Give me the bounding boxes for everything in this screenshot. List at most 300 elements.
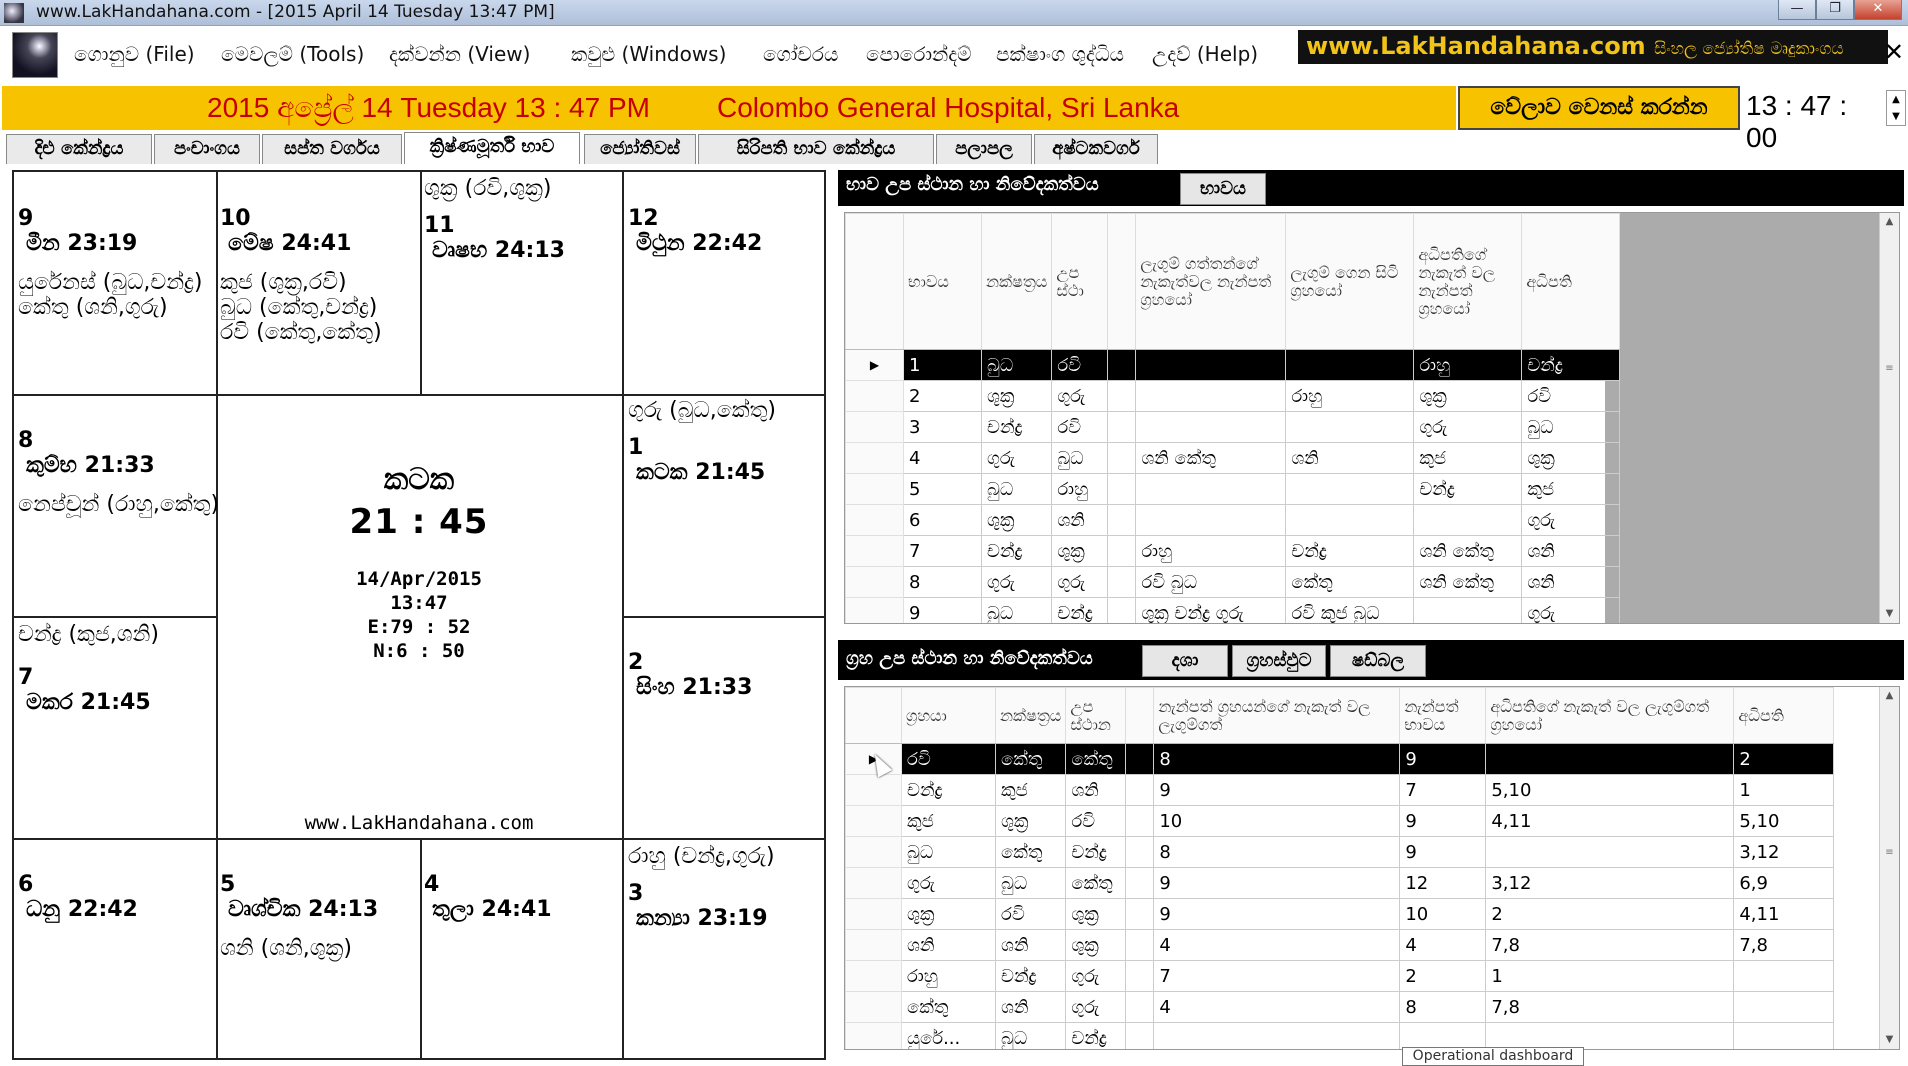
view-tabs [0, 132, 1908, 164]
column-header[interactable]: අධිපති [1522, 214, 1620, 350]
table-cell[interactable]: ශනි [996, 992, 1066, 1023]
table-cell[interactable]: 4 [1154, 992, 1400, 1023]
row-header[interactable] [846, 899, 902, 930]
table-cell[interactable]: බුධ [996, 868, 1066, 899]
table-cell[interactable]: ගුරු [1522, 505, 1620, 536]
divider [622, 616, 824, 618]
table-cell[interactable]: 4 [904, 443, 982, 474]
window-title: www.LakHandahana.com - [2015 April 14 Tuesday 13:47 PM] [36, 2, 555, 22]
planet-entry: යුරේනස් (බුධ,චන්ද්‍ර) [18, 270, 203, 295]
table-cell[interactable]: බුධ [1522, 412, 1620, 443]
table-row[interactable] [846, 806, 1834, 837]
house-sign: මේෂ 24:41 [228, 231, 352, 256]
lower-panel-header [838, 640, 1904, 680]
menu-view[interactable]: දක්වන්න (View) [389, 42, 531, 66]
table-row[interactable] [846, 443, 1620, 474]
table-row[interactable] [846, 412, 1620, 443]
table-row[interactable] [846, 381, 1620, 412]
table-row[interactable] [846, 868, 1834, 899]
table-cell[interactable]: 2 [904, 381, 982, 412]
table-cell[interactable] [1136, 505, 1286, 536]
table-cell[interactable]: යුරේ... [902, 1023, 996, 1051]
column-header[interactable]: නැන්පත් භාවය [1400, 688, 1486, 744]
table-cell[interactable]: රවි බුධ [1136, 567, 1286, 598]
table-cell[interactable]: රවි කුජ බුධ [1286, 598, 1414, 625]
table-row[interactable] [846, 536, 1620, 567]
window-controls [1778, 0, 1902, 20]
table-cell[interactable]: 4,11 [1734, 899, 1834, 930]
table-row[interactable] [846, 992, 1834, 1023]
house-4[interactable] [424, 872, 552, 922]
upper-panel-title: භාව උප ස්ථාන හා නිවේදකත්වය [846, 174, 1099, 195]
row-header[interactable] [846, 992, 902, 1023]
house-number: 9 [18, 206, 34, 231]
column-header[interactable]: නක්ෂත්‍රය [982, 214, 1052, 350]
tab-ashtakavarga[interactable]: අෂ්ටකවර්ග [1034, 134, 1158, 164]
app-logo [12, 32, 58, 78]
column-header[interactable]: උප ස්ථා [1052, 214, 1108, 350]
row-header[interactable] [846, 598, 904, 625]
table-cell[interactable]: 9 [1400, 744, 1486, 775]
table-cell[interactable]: කේතු [1066, 744, 1126, 775]
column-header[interactable] [1126, 688, 1154, 744]
table-cell[interactable] [1136, 412, 1286, 443]
table-cell[interactable]: රවි [1052, 350, 1108, 381]
tab-siripathi[interactable]: සිරිපති භාව කේන්ද්‍රය [698, 134, 934, 164]
table-cell[interactable] [1126, 837, 1154, 868]
table-row[interactable] [846, 1023, 1834, 1051]
house-10[interactable] [220, 206, 382, 345]
table-cell[interactable]: චන්ද්‍ර [1066, 1023, 1126, 1051]
table-cell[interactable]: ශුක්‍ර [1066, 899, 1126, 930]
table-cell[interactable]: 9 [1400, 837, 1486, 868]
table-cell[interactable]: කුජ [1522, 474, 1620, 505]
table-cell[interactable]: චන්ද්‍ර [1052, 598, 1108, 625]
table-cell[interactable]: ශුක්‍ර [1066, 930, 1126, 961]
table-cell[interactable]: ශුක්‍ර චන්ද්‍ර ගුරු [1136, 598, 1286, 625]
table-cell[interactable] [1108, 567, 1136, 598]
table-cell[interactable]: ගුරු [982, 443, 1052, 474]
table-cell[interactable]: රාහු [902, 961, 996, 992]
table-cell[interactable]: රවි [1052, 412, 1108, 443]
table-cell[interactable]: චන්ද්‍ර [982, 412, 1052, 443]
table-cell[interactable]: බුධ [982, 350, 1052, 381]
planet-entry: ශුක්‍ර (රවි,ශුක්‍ර) [424, 176, 552, 201]
column-header[interactable]: ලැගුම් ගෙන සිටි ග්‍රහයෝ [1286, 214, 1414, 350]
table-cell[interactable] [1414, 598, 1522, 625]
table-cell[interactable]: බුධ [982, 598, 1052, 625]
table-cell[interactable] [1108, 350, 1136, 381]
table-cell[interactable] [1126, 899, 1154, 930]
table-cell[interactable]: ශුක්‍ර [1414, 381, 1522, 412]
table-cell[interactable]: බුධ [1052, 443, 1108, 474]
tab-dasha[interactable]: දශා [1142, 645, 1228, 677]
table-cell[interactable]: ගුරු [1522, 598, 1620, 625]
current-row-arrow-icon[interactable]: ▶ [846, 350, 904, 381]
table-cell[interactable]: චන්ද්‍ර [1522, 350, 1620, 381]
scroll-grip-icon[interactable]: ≡ [1885, 363, 1894, 374]
house-sign: වෘෂභ 24:13 [432, 238, 565, 263]
house-number: 8 [18, 428, 34, 453]
house-sign: මිථුන 22:42 [636, 231, 763, 256]
table-cell[interactable] [1136, 350, 1286, 381]
row-header[interactable] [846, 412, 904, 443]
table-cell[interactable] [1108, 536, 1136, 567]
row-header[interactable] [846, 567, 904, 598]
table-cell[interactable]: ශුක්‍ර [982, 505, 1052, 536]
table-cell[interactable] [1154, 1023, 1400, 1051]
table-cell[interactable]: 1 [904, 350, 982, 381]
table-cell[interactable] [1126, 744, 1154, 775]
table-cell[interactable]: 7 [904, 536, 982, 567]
table-cell[interactable]: 9 [1154, 775, 1400, 806]
table-cell[interactable]: 8 [1400, 992, 1486, 1023]
table-cell[interactable]: ශනි [1066, 775, 1126, 806]
table-cell[interactable]: 6,9 [1734, 868, 1834, 899]
divider [14, 394, 824, 396]
close-button[interactable]: ✕ [1854, 0, 1902, 20]
graha-grid[interactable] [844, 686, 1900, 1050]
house-number: 6 [18, 872, 34, 897]
tab-bhava[interactable]: භාවය [1180, 173, 1266, 205]
tab-krishnamurthi-bhava[interactable]: ක්‍රිෂ්ණමූර්ති භාව [404, 132, 580, 164]
table-cell[interactable]: බුධ [996, 1023, 1066, 1051]
table-cell[interactable] [1108, 381, 1136, 412]
column-header[interactable]: භාවය [904, 214, 982, 350]
table-cell[interactable] [1108, 412, 1136, 443]
table-cell[interactable]: 2 [1400, 961, 1486, 992]
table-cell[interactable]: 5,10 [1486, 775, 1734, 806]
table-row[interactable] [846, 837, 1834, 868]
table-cell[interactable] [1108, 474, 1136, 505]
table-cell[interactable]: ගුරු [902, 868, 996, 899]
house-11[interactable] [424, 176, 565, 263]
column-header[interactable]: නැන්පත් ග්‍රහයන්ගේ නැකැත් වල ලැගුම්ගත් [1154, 688, 1400, 744]
table-cell[interactable]: ගුරු [1066, 961, 1126, 992]
row-header[interactable] [846, 868, 902, 899]
divider [420, 838, 422, 1058]
table-cell[interactable]: 8 [1154, 837, 1400, 868]
column-header[interactable]: අධිපතිගේ නැකැත් වල ලැගුම්ගත් ග්‍රහයෝ [1486, 688, 1734, 744]
table-cell[interactable]: ශනි [1286, 443, 1414, 474]
row-header[interactable] [846, 443, 904, 474]
time-input[interactable]: 13 : 47 : 00 [1744, 90, 1884, 126]
table-cell[interactable]: 9 [1154, 868, 1400, 899]
table-cell[interactable] [1136, 381, 1286, 412]
column-header[interactable]: ලැගුම් ගත්තන්ගේ නැකැත්වල නැන්පත් ග්‍රහයෝ [1136, 214, 1286, 350]
table-cell[interactable] [1136, 474, 1286, 505]
mdi-close-icon[interactable]: ✕ [1883, 38, 1904, 66]
row-header[interactable] [846, 536, 904, 567]
chart-date: 2015 අප්‍රේල් 14 Tuesday 13 : 47 PM [207, 92, 650, 123]
column-header[interactable]: අධිපති [1734, 688, 1834, 744]
table-cell[interactable] [1286, 412, 1414, 443]
table-cell[interactable]: චන්ද්‍ර [1066, 837, 1126, 868]
table-row[interactable] [846, 930, 1834, 961]
table-cell[interactable]: 7 [1400, 775, 1486, 806]
table-cell[interactable] [1286, 474, 1414, 505]
table-cell[interactable] [1108, 598, 1136, 625]
row-header[interactable] [846, 1023, 902, 1051]
current-row-arrow-icon[interactable]: ▶ [846, 744, 902, 775]
house-number: 12 [628, 206, 659, 231]
table-cell[interactable]: කුජ [902, 806, 996, 837]
table-row[interactable] [846, 474, 1620, 505]
maximize-button[interactable]: ❐ [1816, 0, 1854, 20]
planet-entry: රාහු (චන්ද්‍ර,ගුරු) [628, 844, 775, 869]
menu-help[interactable]: උදව් (Help) [1152, 42, 1259, 66]
table-cell[interactable]: 7,8 [1486, 930, 1734, 961]
table-cell[interactable] [1126, 961, 1154, 992]
tab-saptha-vargaya[interactable]: සප්ත වර්ගය [262, 134, 402, 164]
table-cell[interactable] [1108, 505, 1136, 536]
menu-paksanga[interactable]: පක්ෂාංග ශුද්ධිය [996, 42, 1125, 66]
brand-tagline: සිංහල ජ්‍යෝතිෂ මෘදුකාංගය [1654, 39, 1844, 59]
row-header[interactable] [846, 381, 904, 412]
table-cell[interactable]: 12 [1400, 868, 1486, 899]
latitude: N:6 : 50 [373, 640, 465, 662]
house-sign: කටක 21:45 [636, 460, 766, 485]
table-cell[interactable]: ශනි [1522, 567, 1620, 598]
longitude: E:79 : 52 [367, 616, 471, 638]
row-header[interactable] [846, 505, 904, 536]
table-cell[interactable]: කේතු [902, 992, 996, 1023]
tab-panchanga[interactable]: පංචාංගය [154, 134, 260, 164]
table-cell[interactable]: 1 [1734, 775, 1834, 806]
table-cell[interactable] [1126, 992, 1154, 1023]
table-cell[interactable]: ශුක්‍ර [996, 806, 1066, 837]
house-number: 10 [220, 206, 251, 231]
menu-windows[interactable]: කවුළු (Windows) [571, 42, 727, 66]
date-banner [2, 86, 1456, 130]
table-cell[interactable] [1126, 806, 1154, 837]
table-cell[interactable]: ශුක්‍ර [1052, 536, 1108, 567]
table-cell[interactable] [1486, 837, 1734, 868]
table-cell[interactable]: 4 [1400, 930, 1486, 961]
scroll-down-icon[interactable]: ▼ [1885, 608, 1894, 619]
table-cell[interactable]: චන්ද්‍ර [1414, 474, 1522, 505]
table-cell[interactable]: 1 [1486, 961, 1734, 992]
table-row[interactable] [846, 350, 1620, 381]
table-cell[interactable]: ශනි [1522, 536, 1620, 567]
table-cell[interactable]: 4,11 [1486, 806, 1734, 837]
table-cell[interactable]: 8 [904, 567, 982, 598]
column-header[interactable]: ග්‍රහයා [902, 688, 996, 744]
column-header[interactable]: උප ස්ථාන [1066, 688, 1126, 744]
table-cell[interactable]: 5 [904, 474, 982, 505]
table-cell[interactable]: 3,12 [1486, 868, 1734, 899]
table-cell[interactable]: 2 [1734, 744, 1834, 775]
lower-scrollbar[interactable] [1879, 687, 1899, 1049]
table-cell[interactable]: 9 [1400, 806, 1486, 837]
row-header[interactable] [846, 806, 902, 837]
change-time-button[interactable]: වේලාව වෙනස් කරන්න [1458, 86, 1740, 130]
table-cell[interactable]: 3 [904, 412, 982, 443]
table-row[interactable] [846, 961, 1834, 992]
house-9[interactable] [18, 206, 202, 320]
table-cell[interactable] [1400, 1023, 1486, 1051]
column-header[interactable]: නක්ෂත්‍රය [996, 688, 1066, 744]
table-cell[interactable]: කේතු [1286, 567, 1414, 598]
table-cell[interactable]: රාහු [1286, 381, 1414, 412]
divider [216, 172, 218, 1058]
table-cell[interactable]: චන්ද්‍ර [1286, 536, 1414, 567]
table-cell[interactable]: ගුරු [982, 567, 1052, 598]
scroll-up-icon[interactable]: ▲ [1885, 216, 1894, 227]
house-sign: ධනු 22:42 [26, 897, 138, 922]
table-cell[interactable]: රාහු [1136, 536, 1286, 567]
house-12[interactable] [628, 206, 762, 256]
table-cell[interactable]: රවි [902, 744, 996, 775]
row-header[interactable] [846, 930, 902, 961]
house-sign: කුම්භ 21:33 [26, 453, 155, 478]
table-cell[interactable] [1126, 775, 1154, 806]
table-cell[interactable]: 7 [1154, 961, 1400, 992]
planet-entry: කේතු (ශනි,ගුරු) [18, 295, 168, 320]
table-row[interactable] [846, 567, 1620, 598]
menu-bar [0, 26, 1908, 86]
tab-chart[interactable]: දිළු කේන්ද්‍රය [6, 134, 152, 164]
menu-porondam[interactable]: පොරොන්දම් [866, 42, 972, 66]
table-cell[interactable] [1126, 1023, 1154, 1051]
table-cell[interactable]: රවි [996, 899, 1066, 930]
ascendant-degree: 21 : 45 [349, 502, 489, 542]
table-cell[interactable] [1486, 1023, 1734, 1051]
table-cell[interactable]: 3,12 [1734, 837, 1834, 868]
table-row[interactable] [846, 598, 1620, 625]
upper-scrollbar[interactable] [1879, 213, 1899, 623]
table-cell[interactable]: 7,8 [1486, 992, 1734, 1023]
divider [14, 616, 218, 618]
house-7[interactable] [18, 622, 159, 715]
table-row[interactable] [846, 775, 1834, 806]
table-cell[interactable]: කේතු [996, 837, 1066, 868]
table-cell[interactable]: ගුරු [1052, 567, 1108, 598]
table-cell[interactable]: ශනි [1052, 505, 1108, 536]
tab-shadbala[interactable]: ෂඩ්බල [1330, 645, 1426, 677]
house-1[interactable] [628, 398, 776, 485]
house-3[interactable] [628, 844, 775, 931]
table-cell[interactable]: ශුක්‍ර [902, 899, 996, 930]
bhava-table [845, 213, 1620, 624]
table-cell[interactable]: ශුක්‍ර [982, 381, 1052, 412]
table-cell[interactable]: 10 [1154, 806, 1400, 837]
table-cell[interactable]: චන්ද්‍ර [902, 775, 996, 806]
menu-gochara[interactable]: ගෝචරය [763, 42, 839, 66]
tab-jyothiwas[interactable]: ජ්‍යෝතිවස් [584, 134, 696, 164]
table-cell[interactable]: චන්ද්‍ර [982, 536, 1052, 567]
house-sign: කන්‍යා 23:19 [636, 906, 768, 931]
table-cell[interactable]: රාහු [1414, 350, 1522, 381]
table-cell[interactable]: ගුරු [1066, 992, 1126, 1023]
table-cell[interactable]: 9 [904, 598, 982, 625]
table-cell[interactable] [1126, 868, 1154, 899]
bhava-grid[interactable] [844, 212, 1900, 624]
house-6[interactable] [18, 872, 138, 922]
table-row[interactable] [846, 505, 1620, 536]
house-8[interactable] [18, 428, 219, 517]
app-icon [4, 3, 24, 23]
time-spinner[interactable]: ▲ ▼ [1886, 90, 1906, 126]
scroll-down-icon[interactable]: ▼ [1885, 1034, 1894, 1045]
table-cell[interactable]: 2 [1486, 899, 1734, 930]
table-cell[interactable]: ශනි කේතු [1414, 536, 1522, 567]
table-cell[interactable] [1486, 744, 1734, 775]
table-cell[interactable]: 6 [904, 505, 982, 536]
table-cell[interactable]: 8 [1154, 744, 1400, 775]
table-cell[interactable]: කේතු [996, 744, 1066, 775]
table-row[interactable] [846, 899, 1834, 930]
minimize-button[interactable]: — [1778, 0, 1816, 20]
table-cell[interactable]: ශුක්‍ර [1522, 443, 1620, 474]
website-url: www.LakHandahana.com [304, 812, 534, 834]
table-cell[interactable] [1734, 992, 1834, 1023]
row-header[interactable] [846, 837, 902, 868]
table-cell[interactable]: කේතු [1066, 868, 1126, 899]
tab-grahasputa[interactable]: ග්‍රහස්ඵුට [1232, 645, 1326, 677]
table-cell[interactable] [1108, 443, 1136, 474]
row-header[interactable] [846, 775, 902, 806]
table-cell[interactable]: කුජ [996, 775, 1066, 806]
table-cell[interactable] [1414, 505, 1522, 536]
table-cell[interactable] [1734, 1023, 1834, 1051]
table-cell[interactable]: රාහු [1052, 474, 1108, 505]
table-cell[interactable] [1734, 961, 1834, 992]
table-cell[interactable]: බුධ [982, 474, 1052, 505]
column-header[interactable] [1108, 214, 1136, 350]
planet-entry: රවි (කේතු,කේතු) [220, 320, 382, 345]
graha-table [845, 687, 1834, 1050]
birth-time: 13:47 [390, 592, 448, 614]
house-2[interactable] [628, 650, 752, 700]
table-cell[interactable] [1286, 350, 1414, 381]
table-cell[interactable]: ශනි කේතු [1136, 443, 1286, 474]
table-cell[interactable] [1286, 505, 1414, 536]
house-number: 11 [424, 213, 455, 238]
table-row[interactable] [846, 744, 1834, 775]
table-cell[interactable]: චන්ද්‍ර [996, 961, 1066, 992]
scroll-up-icon[interactable]: ▲ [1885, 690, 1894, 701]
table-cell[interactable]: 9 [1154, 899, 1400, 930]
table-cell[interactable] [1126, 930, 1154, 961]
table-cell[interactable]: 10 [1400, 899, 1486, 930]
table-cell[interactable]: 4 [1154, 930, 1400, 961]
divider [622, 172, 624, 1058]
table-cell[interactable]: බුධ [902, 837, 996, 868]
scroll-grip-icon[interactable]: ≡ [1885, 847, 1894, 858]
house-5[interactable] [220, 872, 378, 961]
column-header[interactable]: අධිපතිගේ නැකැත් වල නැන්පත් ග්‍රහයෝ [1414, 214, 1522, 350]
planet-entry: චන්ද්‍ර (කුජ,ශනි) [18, 622, 159, 647]
row-header-corner [846, 214, 904, 350]
table-cell[interactable]: ශනි කේතු [1414, 567, 1522, 598]
row-header[interactable] [846, 474, 904, 505]
table-cell[interactable]: රවි [1522, 381, 1620, 412]
menu-file[interactable]: ගොනුව (File) [74, 42, 195, 66]
row-header[interactable] [846, 961, 902, 992]
house-number: 5 [220, 872, 236, 897]
table-cell[interactable]: 7,8 [1734, 930, 1834, 961]
table-cell[interactable]: රවි [1066, 806, 1126, 837]
menu-tools[interactable]: මෙවලම් (Tools) [221, 42, 365, 66]
table-cell[interactable]: ශනි [996, 930, 1066, 961]
table-cell[interactable]: ගුරු [1414, 412, 1522, 443]
tab-palapala[interactable]: පලාපල [936, 134, 1032, 164]
table-cell[interactable]: ශනි [902, 930, 996, 961]
table-cell[interactable]: 5,10 [1734, 806, 1834, 837]
table-cell[interactable]: ගුරු [1052, 381, 1108, 412]
table-cell[interactable]: කුජ [1414, 443, 1522, 474]
